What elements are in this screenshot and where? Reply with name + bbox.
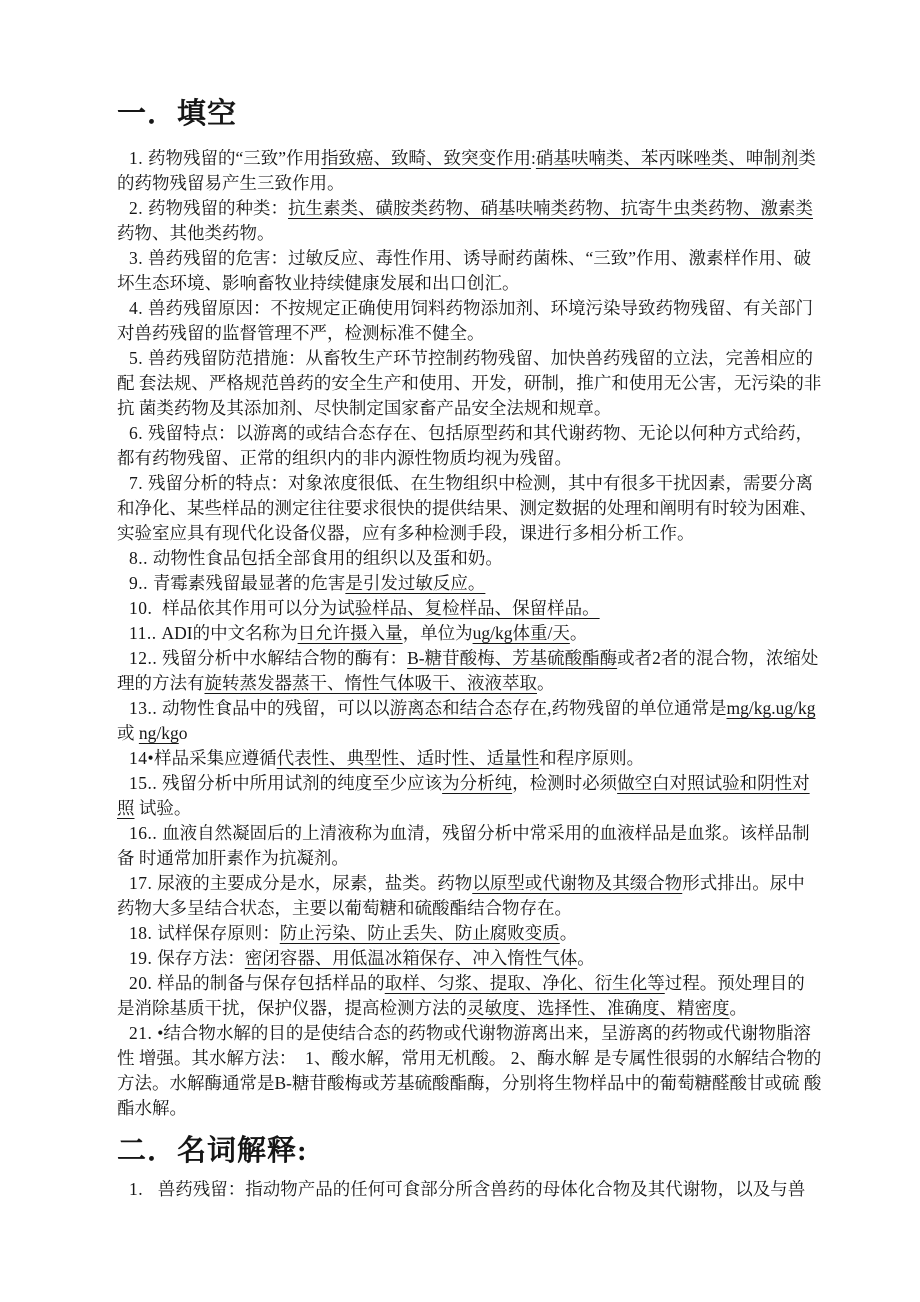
item-text: 形式排出。尿中药物大多呈结合状态，主要以葡萄糖和硫酸酯结合物存在。 <box>117 873 805 918</box>
item-text: ，单位为 <box>402 623 473 643</box>
answer-underlined-text: 是引发过敏反应。 <box>345 573 486 593</box>
item-number: 1. <box>129 1179 158 1199</box>
list-item <box>117 646 822 696</box>
answer-underlined-text: 为试验样品、复检样品、保留样品。 <box>319 598 600 618</box>
list-item <box>117 346 822 421</box>
list-item <box>117 971 822 1021</box>
item-text: : <box>531 148 536 168</box>
item-text: 动物性食品包括全部食用的组织以及蛋和奶。 <box>152 548 503 568</box>
answer-underlined-text: 旋转蒸发器蒸干、惰性气体吸干、液液萃取 <box>204 673 537 693</box>
item-number: 4. <box>129 298 148 318</box>
answer-underlined-text: 密闭容器、用低温冰箱保存、冲入惰性气体 <box>244 948 578 968</box>
item-text: 残留特点：以游离的或结合态存在、包括原型药和其代谢药物、无论以何种方式给药，都有药物残留、正常的组织内的非内源性物质均视为残留。 <box>117 423 813 468</box>
list-item <box>117 1177 822 1202</box>
item-text: o <box>178 723 188 743</box>
item-number: 8.. <box>129 548 153 568</box>
item-number: 2. <box>129 198 148 218</box>
section-heading-fill-in: 一．填空 <box>117 98 238 130</box>
item-text: 兽药残留原因：不按规定正确使用饲料药物添加剂、环境污染导致药物残留、有关部门对兽药残留的监督管理不严，检测标准不健全。 <box>117 298 813 343</box>
item-text: 兽药残留的危害：过敏反应、毒性作用、诱导耐药菌株、“三致”作用、激素样作用、破 坏生态环境、影响畜牧业持续健康发展和出口创汇。 <box>117 248 816 293</box>
item-text: 样品的制备与保存包括样品的 <box>157 973 385 993</box>
item-text: 药物残留的“三致”作用 <box>148 148 322 168</box>
answer-underlined-text: 抗生素类、磺胺类药物、硝基呋喃类药物、抗寄牛虫类药物、激素类 <box>288 198 813 218</box>
item-text: 。 <box>559 923 578 943</box>
item-text: 试样保存原则： <box>157 923 280 943</box>
item-text: 过程。预处理目的是消除基质干扰，保护仪器，提高检测方法的 <box>117 973 805 1018</box>
item-text: 或 <box>117 698 820 743</box>
list-item <box>117 146 822 196</box>
answer-underlined-text: ng/kg <box>138 723 179 743</box>
list-item <box>117 696 822 746</box>
list-item <box>117 771 822 821</box>
list-item <box>117 921 822 946</box>
item-text: 保存方法： <box>157 948 245 968</box>
item-text: 动物性食品中的残留，可以以 <box>162 698 390 718</box>
list-item <box>117 571 822 596</box>
item-number: 10. <box>129 598 163 618</box>
answer-underlined-text: 做空白对照试验和阴性对照 <box>117 773 810 818</box>
list-item <box>117 196 822 246</box>
list-item <box>117 546 822 571</box>
item-number: 1. <box>129 148 148 168</box>
answer-underlined-text: mg/kg.ug/kg <box>726 698 816 718</box>
answer-underlined-text: 指致癌、致畸、致突变作用 <box>321 148 532 168</box>
answer-underlined-text: 代表性、典型性、适时性、适量性 <box>276 748 540 768</box>
item-text: 。 <box>577 948 595 968</box>
list-item <box>117 946 822 971</box>
list-item <box>117 246 822 296</box>
item-number: 11.. <box>129 623 162 643</box>
item-text: ADI的中文名称为 <box>161 623 298 643</box>
item-text: 兽药残留防范措施：从畜牧生产环节控制药物残留、加快兽药残留的立法，完善相应的配 套法规、严格规范兽药的安全生产和使用、开发，研制，推广和使用无公害，无污染的非抗 菌类药物及其添加剂、尽快制定国家畜产品安全法规和规章。 <box>117 348 822 418</box>
definitions-list <box>117 1177 822 1202</box>
item-text: 。 <box>569 623 588 643</box>
item-number: 15.. <box>129 773 163 793</box>
fill-in-list <box>117 146 826 1121</box>
item-number: 18. <box>129 923 158 943</box>
item-text: 残留分析中水解结合物的酶有： <box>162 648 408 668</box>
section-heading-definitions: 二．名词解释: <box>117 1135 308 1167</box>
item-text: 样品依其作用可以分 <box>162 598 320 618</box>
item-text: ，检测时必须 <box>512 773 618 793</box>
list-item <box>117 871 822 921</box>
item-text: 。 <box>729 998 747 1018</box>
item-number: 20. <box>129 973 158 993</box>
item-number: 17. <box>129 873 158 893</box>
answer-underlined-text: 以原型或代谢物及其缀合物 <box>472 873 683 893</box>
item-number: 5. <box>129 348 148 368</box>
item-number: 13.. <box>129 698 163 718</box>
list-item <box>117 821 822 871</box>
item-number: 21. <box>129 1023 158 1043</box>
item-number: 6. <box>129 423 148 443</box>
answer-underlined-text: 游离态和结合态 <box>389 698 513 718</box>
list-item <box>117 621 822 646</box>
item-text: 存在,药物残留的单位通常是 <box>512 698 727 718</box>
answer-underlined-text: 为分析纯 <box>442 773 513 793</box>
item-number: 3. <box>129 248 148 268</box>
answer-underlined-text: B-糖苷酸梅、芳基硫酸酯酶 <box>407 648 618 668</box>
item-text: 或者2者的混合物，浓缩处理的方法有 <box>117 648 819 693</box>
answer-underlined-text: 日允许摄入量 <box>297 623 403 643</box>
answer-underlined-text: 取样、匀浆、提取、净化、衍生化等 <box>384 973 665 993</box>
item-number: 14• <box>129 748 155 768</box>
item-number: 9.. <box>129 573 153 593</box>
list-item <box>117 596 822 621</box>
item-text: 药物、其他类药物。 <box>117 223 275 243</box>
item-text: 试验。 <box>134 798 192 818</box>
item-text: 残留分析中所用试剂的纯度至少应该 <box>162 773 443 793</box>
list-item <box>117 746 822 771</box>
item-number: 7. <box>129 473 148 493</box>
item-text: 药物残留的种类： <box>148 198 288 218</box>
list-item <box>117 1021 826 1121</box>
item-number: 16.. <box>129 823 163 843</box>
item-number: 19. <box>129 948 158 968</box>
item-text: 青霉素残留最显著的危害 <box>152 573 346 593</box>
item-text: 类的药物残留易产生三致作用。 <box>117 148 816 193</box>
item-text: 兽药残留：指动物产品的任何可食部分所含兽药的母体化合物及其代谢物，以及与兽 <box>157 1179 806 1199</box>
item-text: 血液自然凝固后的上清液称为血清，残留分析中常采用的血液样品是血浆。该样品制备 时通常加肝素作为抗凝剂。 <box>117 823 810 868</box>
list-item <box>117 471 822 546</box>
item-text: 尿液的主要成分是水，尿素，盐类。药物 <box>157 873 473 893</box>
item-text: 残留分析的特点：对象浓度很低、在生物组织中检测，其中有很多干扰因素，需要分离和净化、某些样品的测定往往要求很快的提供结果、测定数据的处理和阐明有时较为困难、 实验室应具有现代化设备仪器，应有多种检测手段，课进行多相分析工作。 <box>117 473 822 543</box>
item-text: 和程序原则。 <box>539 748 645 768</box>
item-text: 样品采集应遵循 <box>154 748 277 768</box>
answer-underlined-text: 硝基呋喃类、苯丙咪唑类、呻制剂 <box>535 148 799 168</box>
list-item <box>117 421 822 471</box>
answer-underlined-text: ug/kg体重/天 <box>472 623 570 643</box>
item-text: 。 <box>537 673 555 693</box>
list-item <box>117 296 822 346</box>
answer-underlined-text: 防止污染、防止丢失、防止腐败变质 <box>279 923 560 943</box>
item-number: 12.. <box>129 648 163 668</box>
answer-underlined-text: 灵敏度、选择性、准确度、精密度 <box>467 998 730 1018</box>
item-text: •结合物水解的目的是使结合态的药物或代谢物游离出来，呈游离的药物或代谢物脂溶性 增强。其水解方法： 1、酸水解，常用无机酸。 2、酶水解 是专属性很弱的水解结合物的 方法。水解酶通常是B-糖苷酸梅或芳基硫酸酯酶，分别将生物样品中的葡萄糖醛酸甘或硫 酸酯水解。 <box>117 1023 826 1118</box>
